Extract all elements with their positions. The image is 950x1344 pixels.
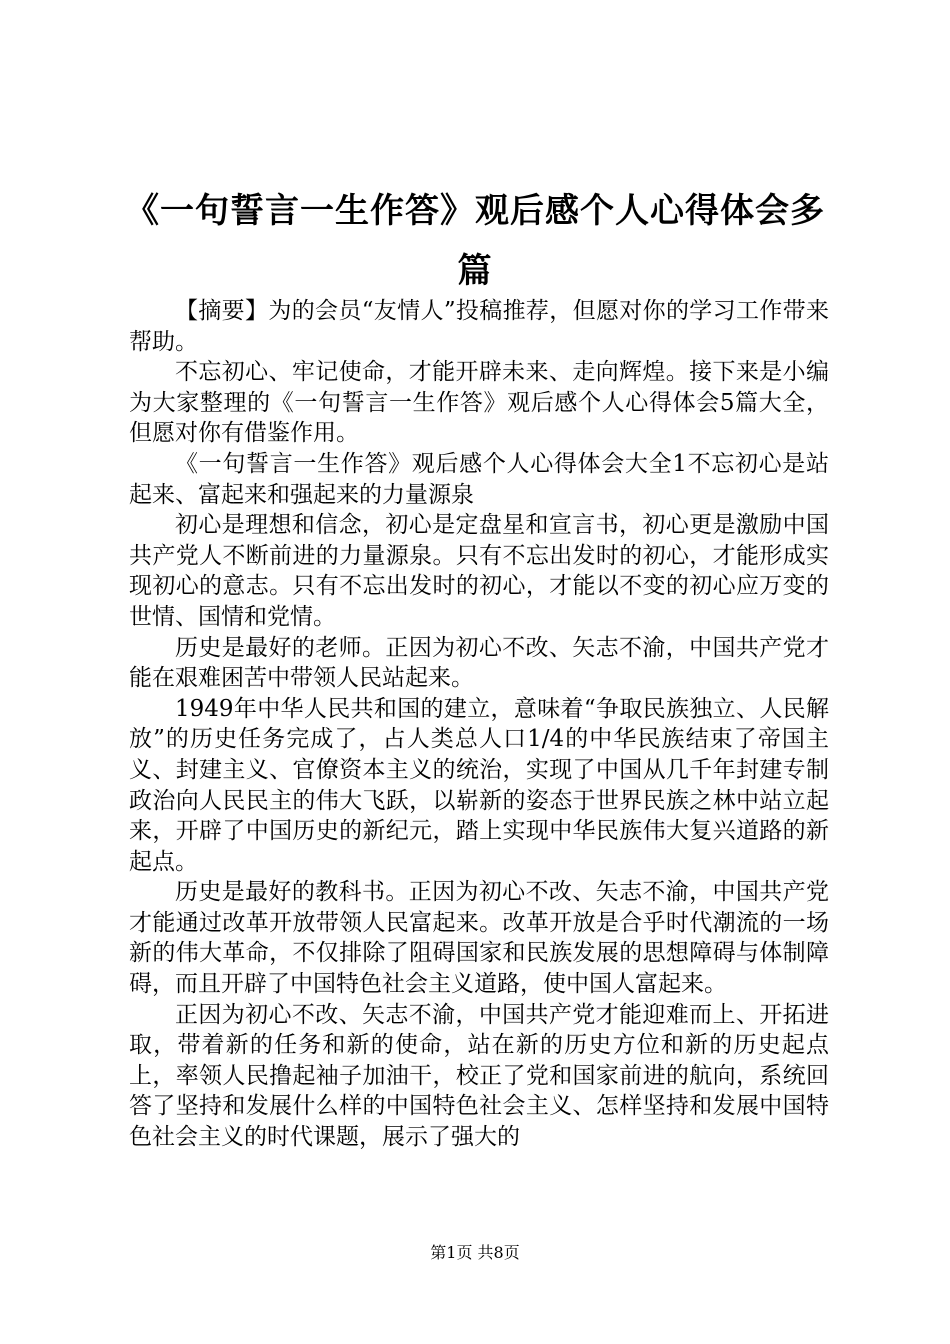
paragraph: 历史是最好的老师。正因为初心不改、矢志不渝，中国共产党才能在艰难困苦中带领人民站起来。 — [129, 634, 829, 692]
paragraph-intro: 不忘初心、牢记使命，才能开辟未来、走向辉煌。接下来是小编为大家整理的《一句誓言一生作答》观后感个人心得体会5篇大全，但愿对你有借鉴作用。 — [129, 359, 829, 447]
paragraph-abstract: 【摘要】为的会员“友情人”投稿推荐，但愿对你的学习工作带来帮助。 — [129, 298, 829, 355]
document-title: 《一句誓言一生作答》观后感个人心得体会多篇 — [125, 191, 825, 291]
paragraph: 初心是理想和信念，初心是定盘星和宣言书，初心更是激励中国共产党人不断前进的力量源泉。只有不忘出发时的初心，才能形成实现初心的意志。只有不忘出发时的初心，才能以不变的初心应万变的世情、国情和党情。 — [129, 512, 829, 630]
document-body — [129, 296, 829, 1153]
paragraph: 正因为初心不改、矢志不渝，中国共产党才能迎难而上、开拓进取，带着新的任务和新的使命，站在新的历史方位和新的历史起点上，率领人民撸起袖子加油干，校正了党和国家前进的航向，系统回答了坚持和发展什么样的中国特色社会主义、怎样坚持和发展中国特色社会主义的时代课题，展示了强大的 — [129, 1001, 829, 1151]
page-footer: 第1页 共8页 — [430, 1243, 520, 1262]
paragraph: 历史是最好的教科书。正因为初心不改、矢志不渝，中国共产党才能通过改革开放带领人民富起来。改革开放是合乎时代潮流的一场新的伟大革命，不仅排除了阻碍国家和民族发展的思想障碍与体制障碍，而且开辟了中国特色社会主义道路，使中国人富起来。 — [129, 879, 829, 998]
paragraph-section-heading: 《一句誓言一生作答》观后感个人心得体会大全1不忘初心是站起来、富起来和强起来的力量源泉 — [129, 450, 829, 508]
paragraph: 1949年中华人民共和国的建立，意味着“争取民族独立、人民解放”的历史任务完成了，占人类总人口1/4的中华民族结束了帝国主义、封建主义、官僚资本主义的统治，实现了中国从几千年封建专制政治向人民民主的伟大飞跃，以崭新的姿态于世界民族之林中站立起来，开辟了中国历史的新纪元，踏上实现中华民族伟大复兴道路的新起点。 — [129, 695, 829, 875]
